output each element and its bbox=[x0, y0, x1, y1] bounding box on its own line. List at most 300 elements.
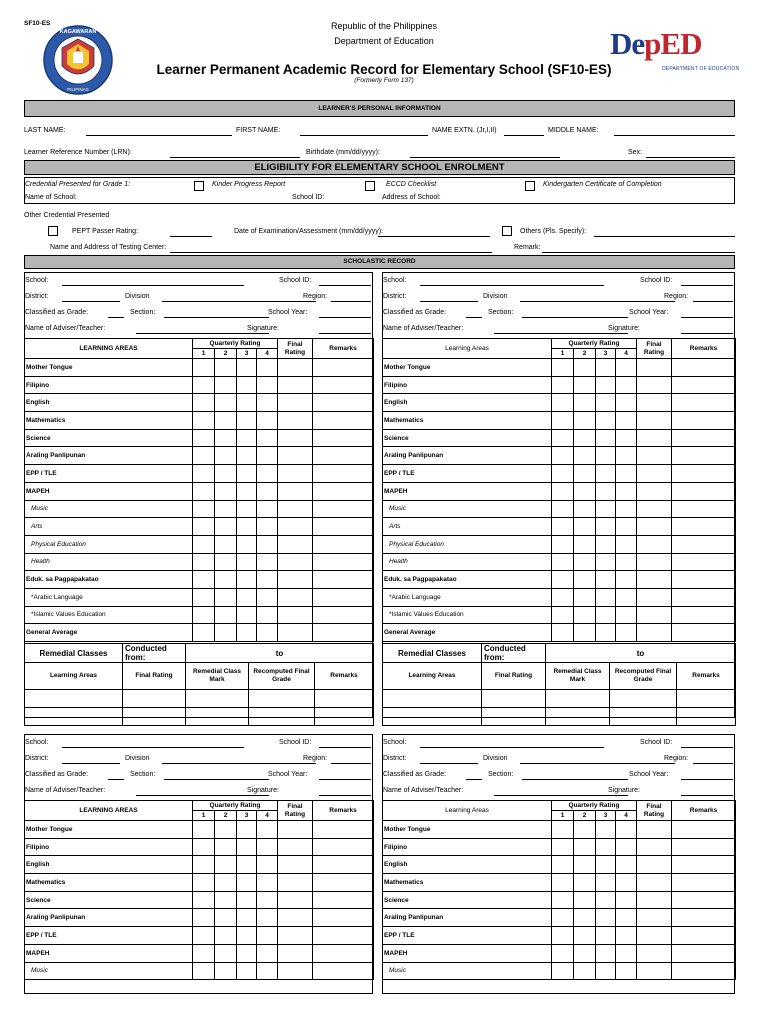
l2-grade-cell[interactable] bbox=[278, 944, 313, 962]
r1-grade-cell[interactable] bbox=[672, 606, 736, 624]
r1-grade-cell[interactable] bbox=[596, 429, 616, 447]
r1-grade-cell[interactable] bbox=[596, 412, 616, 430]
l1-grade-cell[interactable] bbox=[193, 376, 215, 394]
r1-remedial-cell[interactable] bbox=[677, 708, 736, 726]
r1-adviser-field[interactable] bbox=[494, 333, 628, 334]
l2-adviser-field[interactable] bbox=[136, 795, 269, 796]
l1-grade-cell[interactable] bbox=[313, 429, 374, 447]
l2-grade-cell[interactable] bbox=[237, 927, 257, 945]
l1-grade-cell[interactable] bbox=[215, 359, 237, 377]
l1-grade-cell[interactable] bbox=[193, 535, 215, 553]
r2-grade-cell[interactable] bbox=[637, 821, 672, 839]
l1-remedial-cell[interactable] bbox=[315, 708, 374, 726]
exam-date-field[interactable] bbox=[378, 236, 490, 237]
l2-grade-cell[interactable] bbox=[215, 944, 237, 962]
r1-grade-cell[interactable] bbox=[574, 412, 596, 430]
r1-grade-cell[interactable] bbox=[596, 465, 616, 483]
l1-remedial-cell[interactable] bbox=[249, 690, 315, 708]
eccd-checkbox[interactable] bbox=[365, 181, 375, 191]
r2-grade-cell[interactable] bbox=[637, 874, 672, 892]
l1-grade-cell[interactable] bbox=[193, 571, 215, 589]
l1-grade-cell[interactable] bbox=[237, 376, 257, 394]
r2-grade-cell[interactable] bbox=[574, 838, 596, 856]
l1-grade-cell[interactable] bbox=[215, 429, 237, 447]
l1-grade-cell[interactable] bbox=[215, 465, 237, 483]
r2-grade-cell[interactable] bbox=[596, 856, 616, 874]
r1-grade-cell[interactable] bbox=[637, 535, 672, 553]
l1-grade-cell[interactable] bbox=[237, 624, 257, 642]
l1-grade-cell[interactable] bbox=[313, 465, 374, 483]
l2-grade-cell[interactable] bbox=[257, 962, 278, 980]
r1-grade-cell[interactable] bbox=[574, 482, 596, 500]
r1-grade-cell[interactable] bbox=[552, 500, 574, 518]
l1-grade-cell[interactable] bbox=[193, 518, 215, 536]
r1-grade-cell[interactable] bbox=[574, 571, 596, 589]
l2-grade-cell[interactable] bbox=[237, 944, 257, 962]
l1-grade-cell[interactable] bbox=[257, 606, 278, 624]
l1-signature-field[interactable] bbox=[319, 333, 371, 334]
l1-remedial-cell[interactable] bbox=[249, 708, 315, 726]
name-extn-field[interactable] bbox=[504, 135, 544, 136]
r1-remedial-cell[interactable] bbox=[546, 708, 610, 726]
r1-grade-cell[interactable] bbox=[552, 412, 574, 430]
r1-grade-cell[interactable] bbox=[616, 500, 637, 518]
l1-grade-cell[interactable] bbox=[215, 376, 237, 394]
r1-grade-cell[interactable] bbox=[637, 394, 672, 412]
r1-grade-cell[interactable] bbox=[637, 482, 672, 500]
r1-grade-cell[interactable] bbox=[552, 518, 574, 536]
l2-grade-cell[interactable] bbox=[237, 821, 257, 839]
l2-grade-cell[interactable] bbox=[215, 856, 237, 874]
l2-grade-cell[interactable] bbox=[215, 962, 237, 980]
l1-grade-cell[interactable] bbox=[237, 606, 257, 624]
r1-grade-cell[interactable] bbox=[616, 447, 637, 465]
r1-grade-cell[interactable] bbox=[596, 535, 616, 553]
l1-grade-cell[interactable] bbox=[278, 429, 313, 447]
r2-grade-cell[interactable] bbox=[672, 962, 736, 980]
l1-grade-cell[interactable] bbox=[237, 482, 257, 500]
first-name-field[interactable] bbox=[300, 135, 428, 136]
r1-grade-cell[interactable] bbox=[596, 500, 616, 518]
r1-grade-cell[interactable] bbox=[574, 518, 596, 536]
r2-grade-cell[interactable] bbox=[672, 821, 736, 839]
l1-grade-cell[interactable] bbox=[215, 553, 237, 571]
r1-grade-cell[interactable] bbox=[574, 394, 596, 412]
r1-section-field[interactable] bbox=[522, 317, 628, 318]
l1-grade-cell[interactable] bbox=[278, 606, 313, 624]
r2-grade-cell[interactable] bbox=[552, 927, 574, 945]
l2-grade-cell[interactable] bbox=[257, 821, 278, 839]
l1-grade-cell[interactable] bbox=[193, 394, 215, 412]
l1-grade-cell[interactable] bbox=[237, 359, 257, 377]
r1-grade-cell[interactable] bbox=[637, 500, 672, 518]
r2-grade-cell[interactable] bbox=[672, 874, 736, 892]
l1-grade-cell[interactable] bbox=[257, 482, 278, 500]
l1-grade-cell[interactable] bbox=[278, 412, 313, 430]
l1-grade-cell[interactable] bbox=[193, 553, 215, 571]
l1-grade-cell[interactable] bbox=[215, 606, 237, 624]
r1-school-id-field[interactable] bbox=[681, 285, 733, 286]
pept-rating-field[interactable] bbox=[170, 236, 212, 237]
r2-grade-cell[interactable] bbox=[596, 821, 616, 839]
l2-grade-cell[interactable] bbox=[257, 891, 278, 909]
r1-remedial-cell[interactable] bbox=[610, 690, 677, 708]
l2-grade-cell[interactable] bbox=[313, 891, 374, 909]
r2-grade-cell[interactable] bbox=[672, 927, 736, 945]
r1-grade-cell[interactable] bbox=[616, 482, 637, 500]
r2-division-field[interactable] bbox=[520, 763, 675, 764]
l1-remedial-cell[interactable] bbox=[25, 690, 123, 708]
r1-grade-cell[interactable] bbox=[616, 624, 637, 642]
l1-grade-cell[interactable] bbox=[237, 518, 257, 536]
l1-grade-cell[interactable] bbox=[237, 500, 257, 518]
l2-grade-cell[interactable] bbox=[278, 838, 313, 856]
r2-district-field[interactable] bbox=[420, 763, 478, 764]
r1-grade-cell[interactable] bbox=[672, 359, 736, 377]
l1-grade-cell[interactable] bbox=[193, 624, 215, 642]
r2-grade-cell[interactable] bbox=[637, 856, 672, 874]
r1-grade-cell[interactable] bbox=[574, 465, 596, 483]
r2-grade-cell[interactable] bbox=[637, 838, 672, 856]
r1-grade-cell[interactable] bbox=[574, 500, 596, 518]
l1-grade-cell[interactable] bbox=[257, 465, 278, 483]
lrn-field[interactable] bbox=[170, 157, 300, 158]
r1-grade-cell[interactable] bbox=[552, 624, 574, 642]
r1-division-field[interactable] bbox=[520, 301, 675, 302]
r2-grade-cell[interactable] bbox=[596, 874, 616, 892]
l1-grade-cell[interactable] bbox=[313, 535, 374, 553]
r2-grade-cell[interactable] bbox=[574, 909, 596, 927]
r1-remedial-cell[interactable] bbox=[546, 690, 610, 708]
l1-remedial-cell[interactable] bbox=[315, 690, 374, 708]
l1-grade-cell[interactable] bbox=[313, 588, 374, 606]
l2-grade-cell[interactable] bbox=[278, 821, 313, 839]
r2-grade-cell[interactable] bbox=[552, 891, 574, 909]
r1-grade-cell[interactable] bbox=[596, 624, 616, 642]
l2-grade-cell[interactable] bbox=[313, 838, 374, 856]
l2-grade-cell[interactable] bbox=[313, 944, 374, 962]
r1-grade-cell[interactable] bbox=[552, 447, 574, 465]
l2-grade-cell[interactable] bbox=[278, 856, 313, 874]
l2-grade-cell[interactable] bbox=[237, 962, 257, 980]
r2-grade-cell[interactable] bbox=[596, 891, 616, 909]
l1-remedial-cell[interactable] bbox=[123, 708, 186, 726]
r2-grade-cell[interactable] bbox=[637, 944, 672, 962]
r2-grade-cell[interactable] bbox=[672, 909, 736, 927]
r1-grade-cell[interactable] bbox=[552, 571, 574, 589]
l1-remedial-cell[interactable] bbox=[123, 690, 186, 708]
r1-grade-cell[interactable] bbox=[574, 553, 596, 571]
l2-section-field[interactable] bbox=[164, 779, 269, 780]
r2-grade-cell[interactable] bbox=[574, 891, 596, 909]
r1-grade-cell[interactable] bbox=[552, 429, 574, 447]
l1-grade-cell[interactable] bbox=[278, 482, 313, 500]
r1-grade-cell[interactable] bbox=[616, 429, 637, 447]
r1-grade-cell[interactable] bbox=[552, 588, 574, 606]
r1-grade-cell[interactable] bbox=[637, 571, 672, 589]
l2-grade-field[interactable] bbox=[108, 779, 124, 780]
r1-remedial-cell[interactable] bbox=[482, 690, 546, 708]
l1-district-field[interactable] bbox=[62, 301, 120, 302]
r1-grade-cell[interactable] bbox=[672, 535, 736, 553]
pept-checkbox[interactable] bbox=[48, 226, 58, 236]
l2-grade-cell[interactable] bbox=[278, 874, 313, 892]
r1-grade-cell[interactable] bbox=[616, 394, 637, 412]
r1-grade-cell[interactable] bbox=[637, 465, 672, 483]
birthdate-field[interactable] bbox=[410, 157, 560, 158]
l1-grade-cell[interactable] bbox=[278, 447, 313, 465]
l1-grade-cell[interactable] bbox=[257, 571, 278, 589]
l1-grade-cell[interactable] bbox=[278, 394, 313, 412]
l2-grade-cell[interactable] bbox=[257, 856, 278, 874]
r2-grade-cell[interactable] bbox=[616, 874, 637, 892]
l2-grade-cell[interactable] bbox=[257, 838, 278, 856]
l2-grade-cell[interactable] bbox=[193, 962, 215, 980]
l2-school-field[interactable] bbox=[62, 747, 244, 748]
l1-grade-cell[interactable] bbox=[237, 394, 257, 412]
l2-grade-cell[interactable] bbox=[193, 856, 215, 874]
r2-grade-cell[interactable] bbox=[596, 927, 616, 945]
r1-grade-cell[interactable] bbox=[574, 376, 596, 394]
r1-grade-cell[interactable] bbox=[552, 359, 574, 377]
r1-grade-cell[interactable] bbox=[574, 606, 596, 624]
r1-remedial-cell[interactable] bbox=[677, 690, 736, 708]
l1-grade-cell[interactable] bbox=[215, 500, 237, 518]
l2-grade-cell[interactable] bbox=[313, 856, 374, 874]
r1-grade-cell[interactable] bbox=[574, 359, 596, 377]
r1-grade-cell[interactable] bbox=[574, 429, 596, 447]
l2-grade-cell[interactable] bbox=[193, 891, 215, 909]
r1-grade-cell[interactable] bbox=[574, 588, 596, 606]
l1-grade-cell[interactable] bbox=[237, 447, 257, 465]
r1-grade-cell[interactable] bbox=[637, 412, 672, 430]
r2-grade-cell[interactable] bbox=[574, 944, 596, 962]
l1-grade-cell[interactable] bbox=[215, 571, 237, 589]
testing-center-field[interactable] bbox=[170, 252, 492, 253]
l1-adviser-field[interactable] bbox=[136, 333, 269, 334]
l1-grade-cell[interactable] bbox=[278, 571, 313, 589]
l1-grade-cell[interactable] bbox=[193, 500, 215, 518]
l2-grade-cell[interactable] bbox=[193, 944, 215, 962]
r1-grade-cell[interactable] bbox=[672, 394, 736, 412]
l2-region-field[interactable] bbox=[331, 763, 371, 764]
l2-grade-cell[interactable] bbox=[313, 909, 374, 927]
r1-grade-cell[interactable] bbox=[616, 518, 637, 536]
l1-region-field[interactable] bbox=[331, 301, 371, 302]
l1-grade-cell[interactable] bbox=[193, 412, 215, 430]
l1-grade-cell[interactable] bbox=[313, 412, 374, 430]
l1-grade-cell[interactable] bbox=[215, 394, 237, 412]
r2-grade-cell[interactable] bbox=[552, 838, 574, 856]
l2-grade-cell[interactable] bbox=[313, 962, 374, 980]
r1-grade-cell[interactable] bbox=[672, 376, 736, 394]
l2-grade-cell[interactable] bbox=[215, 874, 237, 892]
r1-grade-cell[interactable] bbox=[552, 606, 574, 624]
l1-grade-cell[interactable] bbox=[237, 412, 257, 430]
r2-grade-cell[interactable] bbox=[637, 927, 672, 945]
r2-grade-cell[interactable] bbox=[596, 838, 616, 856]
l1-grade-cell[interactable] bbox=[193, 588, 215, 606]
r1-grade-cell[interactable] bbox=[616, 465, 637, 483]
l2-grade-cell[interactable] bbox=[215, 838, 237, 856]
l1-grade-cell[interactable] bbox=[257, 518, 278, 536]
sex-field[interactable] bbox=[646, 157, 735, 158]
l1-grade-cell[interactable] bbox=[278, 553, 313, 571]
r2-region-field[interactable] bbox=[693, 763, 733, 764]
r2-grade-cell[interactable] bbox=[574, 927, 596, 945]
l1-grade-cell[interactable] bbox=[278, 376, 313, 394]
r1-grade-cell[interactable] bbox=[637, 447, 672, 465]
l2-grade-cell[interactable] bbox=[278, 891, 313, 909]
r1-grade-cell[interactable] bbox=[672, 447, 736, 465]
r1-grade-cell[interactable] bbox=[596, 553, 616, 571]
r1-remedial-cell[interactable] bbox=[482, 708, 546, 726]
r2-school-year-field[interactable] bbox=[681, 779, 733, 780]
r2-grade-cell[interactable] bbox=[616, 944, 637, 962]
r2-grade-cell[interactable] bbox=[672, 856, 736, 874]
r2-grade-cell[interactable] bbox=[672, 891, 736, 909]
r1-grade-cell[interactable] bbox=[552, 482, 574, 500]
l1-grade-cell[interactable] bbox=[193, 606, 215, 624]
r2-grade-cell[interactable] bbox=[574, 856, 596, 874]
r1-region-field[interactable] bbox=[693, 301, 733, 302]
l2-grade-cell[interactable] bbox=[257, 927, 278, 945]
r2-grade-cell[interactable] bbox=[574, 821, 596, 839]
l1-grade-cell[interactable] bbox=[237, 429, 257, 447]
r1-signature-field[interactable] bbox=[681, 333, 733, 334]
r1-grade-cell[interactable] bbox=[672, 571, 736, 589]
l2-grade-cell[interactable] bbox=[278, 962, 313, 980]
l2-grade-cell[interactable] bbox=[193, 838, 215, 856]
r2-grade-cell[interactable] bbox=[616, 891, 637, 909]
r1-grade-cell[interactable] bbox=[616, 553, 637, 571]
l1-remedial-cell[interactable] bbox=[186, 708, 249, 726]
l1-grade-cell[interactable] bbox=[257, 412, 278, 430]
r2-grade-cell[interactable] bbox=[552, 821, 574, 839]
r1-grade-cell[interactable] bbox=[637, 429, 672, 447]
r1-grade-cell[interactable] bbox=[552, 553, 574, 571]
l1-grade-cell[interactable] bbox=[278, 500, 313, 518]
r1-grade-cell[interactable] bbox=[672, 429, 736, 447]
l2-grade-cell[interactable] bbox=[313, 821, 374, 839]
l1-grade-cell[interactable] bbox=[215, 518, 237, 536]
l2-school-year-field[interactable] bbox=[319, 779, 371, 780]
r1-remedial-cell[interactable] bbox=[383, 690, 482, 708]
l1-grade-cell[interactable] bbox=[313, 359, 374, 377]
r2-grade-cell[interactable] bbox=[616, 838, 637, 856]
r1-grade-cell[interactable] bbox=[672, 465, 736, 483]
l2-grade-cell[interactable] bbox=[313, 874, 374, 892]
l2-grade-cell[interactable] bbox=[237, 874, 257, 892]
r1-grade-cell[interactable] bbox=[552, 465, 574, 483]
r2-grade-cell[interactable] bbox=[552, 909, 574, 927]
r1-grade-cell[interactable] bbox=[616, 412, 637, 430]
r1-grade-cell[interactable] bbox=[616, 571, 637, 589]
r2-grade-cell[interactable] bbox=[616, 909, 637, 927]
l1-grade-cell[interactable] bbox=[257, 624, 278, 642]
l1-grade-cell[interactable] bbox=[193, 447, 215, 465]
l2-grade-cell[interactable] bbox=[215, 927, 237, 945]
l1-grade-cell[interactable] bbox=[257, 359, 278, 377]
r1-grade-cell[interactable] bbox=[637, 624, 672, 642]
r2-grade-cell[interactable] bbox=[637, 891, 672, 909]
r2-grade-cell[interactable] bbox=[616, 821, 637, 839]
r1-grade-cell[interactable] bbox=[596, 376, 616, 394]
l2-grade-cell[interactable] bbox=[278, 909, 313, 927]
l2-grade-cell[interactable] bbox=[257, 944, 278, 962]
l1-school-id-field[interactable] bbox=[319, 285, 371, 286]
l1-grade-cell[interactable] bbox=[257, 429, 278, 447]
r1-grade-cell[interactable] bbox=[672, 412, 736, 430]
remark-field[interactable] bbox=[542, 252, 735, 253]
l1-grade-cell[interactable] bbox=[237, 553, 257, 571]
r1-school-year-field[interactable] bbox=[681, 317, 733, 318]
r1-grade-cell[interactable] bbox=[672, 518, 736, 536]
l2-district-field[interactable] bbox=[62, 763, 120, 764]
l1-grade-cell[interactable] bbox=[313, 376, 374, 394]
r1-grade-cell[interactable] bbox=[672, 624, 736, 642]
l2-division-field[interactable] bbox=[162, 763, 316, 764]
r2-grade-cell[interactable] bbox=[574, 962, 596, 980]
r1-grade-cell[interactable] bbox=[616, 588, 637, 606]
r2-grade-cell[interactable] bbox=[616, 962, 637, 980]
r2-school-field[interactable] bbox=[420, 747, 604, 748]
l2-grade-cell[interactable] bbox=[278, 927, 313, 945]
l1-grade-cell[interactable] bbox=[313, 500, 374, 518]
r1-grade-cell[interactable] bbox=[596, 518, 616, 536]
r1-grade-cell[interactable] bbox=[596, 606, 616, 624]
r1-grade-cell[interactable] bbox=[616, 535, 637, 553]
r1-grade-cell[interactable] bbox=[637, 606, 672, 624]
kinder-progress-checkbox[interactable] bbox=[194, 181, 204, 191]
others-field[interactable] bbox=[594, 236, 735, 237]
l1-grade-cell[interactable] bbox=[278, 588, 313, 606]
r1-school-field[interactable] bbox=[420, 285, 604, 286]
l1-grade-cell[interactable] bbox=[257, 500, 278, 518]
l1-school-year-field[interactable] bbox=[319, 317, 371, 318]
l1-grade-cell[interactable] bbox=[313, 606, 374, 624]
r1-grade-cell[interactable] bbox=[637, 588, 672, 606]
l2-grade-cell[interactable] bbox=[193, 874, 215, 892]
l1-grade-cell[interactable] bbox=[237, 465, 257, 483]
l1-grade-cell[interactable] bbox=[257, 447, 278, 465]
r1-grade-cell[interactable] bbox=[637, 518, 672, 536]
l2-grade-cell[interactable] bbox=[257, 909, 278, 927]
l1-remedial-cell[interactable] bbox=[25, 708, 123, 726]
r2-grade-cell[interactable] bbox=[596, 962, 616, 980]
r1-grade-cell[interactable] bbox=[672, 500, 736, 518]
l1-grade-cell[interactable] bbox=[313, 447, 374, 465]
r2-adviser-field[interactable] bbox=[494, 795, 628, 796]
r1-grade-cell[interactable] bbox=[596, 482, 616, 500]
l1-grade-cell[interactable] bbox=[215, 588, 237, 606]
l1-remedial-cell[interactable] bbox=[186, 690, 249, 708]
r1-grade-cell[interactable] bbox=[672, 553, 736, 571]
l1-grade-cell[interactable] bbox=[313, 553, 374, 571]
r1-grade-cell[interactable] bbox=[616, 606, 637, 624]
l1-grade-cell[interactable] bbox=[215, 535, 237, 553]
l2-grade-cell[interactable] bbox=[193, 927, 215, 945]
l1-grade-cell[interactable] bbox=[313, 482, 374, 500]
l1-grade-cell[interactable] bbox=[257, 376, 278, 394]
l2-grade-cell[interactable] bbox=[215, 821, 237, 839]
l2-grade-cell[interactable] bbox=[237, 856, 257, 874]
r2-grade-cell[interactable] bbox=[596, 944, 616, 962]
l1-grade-cell[interactable] bbox=[193, 482, 215, 500]
l1-grade-cell[interactable] bbox=[313, 518, 374, 536]
l1-grade-cell[interactable] bbox=[237, 588, 257, 606]
l1-grade-cell[interactable] bbox=[278, 518, 313, 536]
